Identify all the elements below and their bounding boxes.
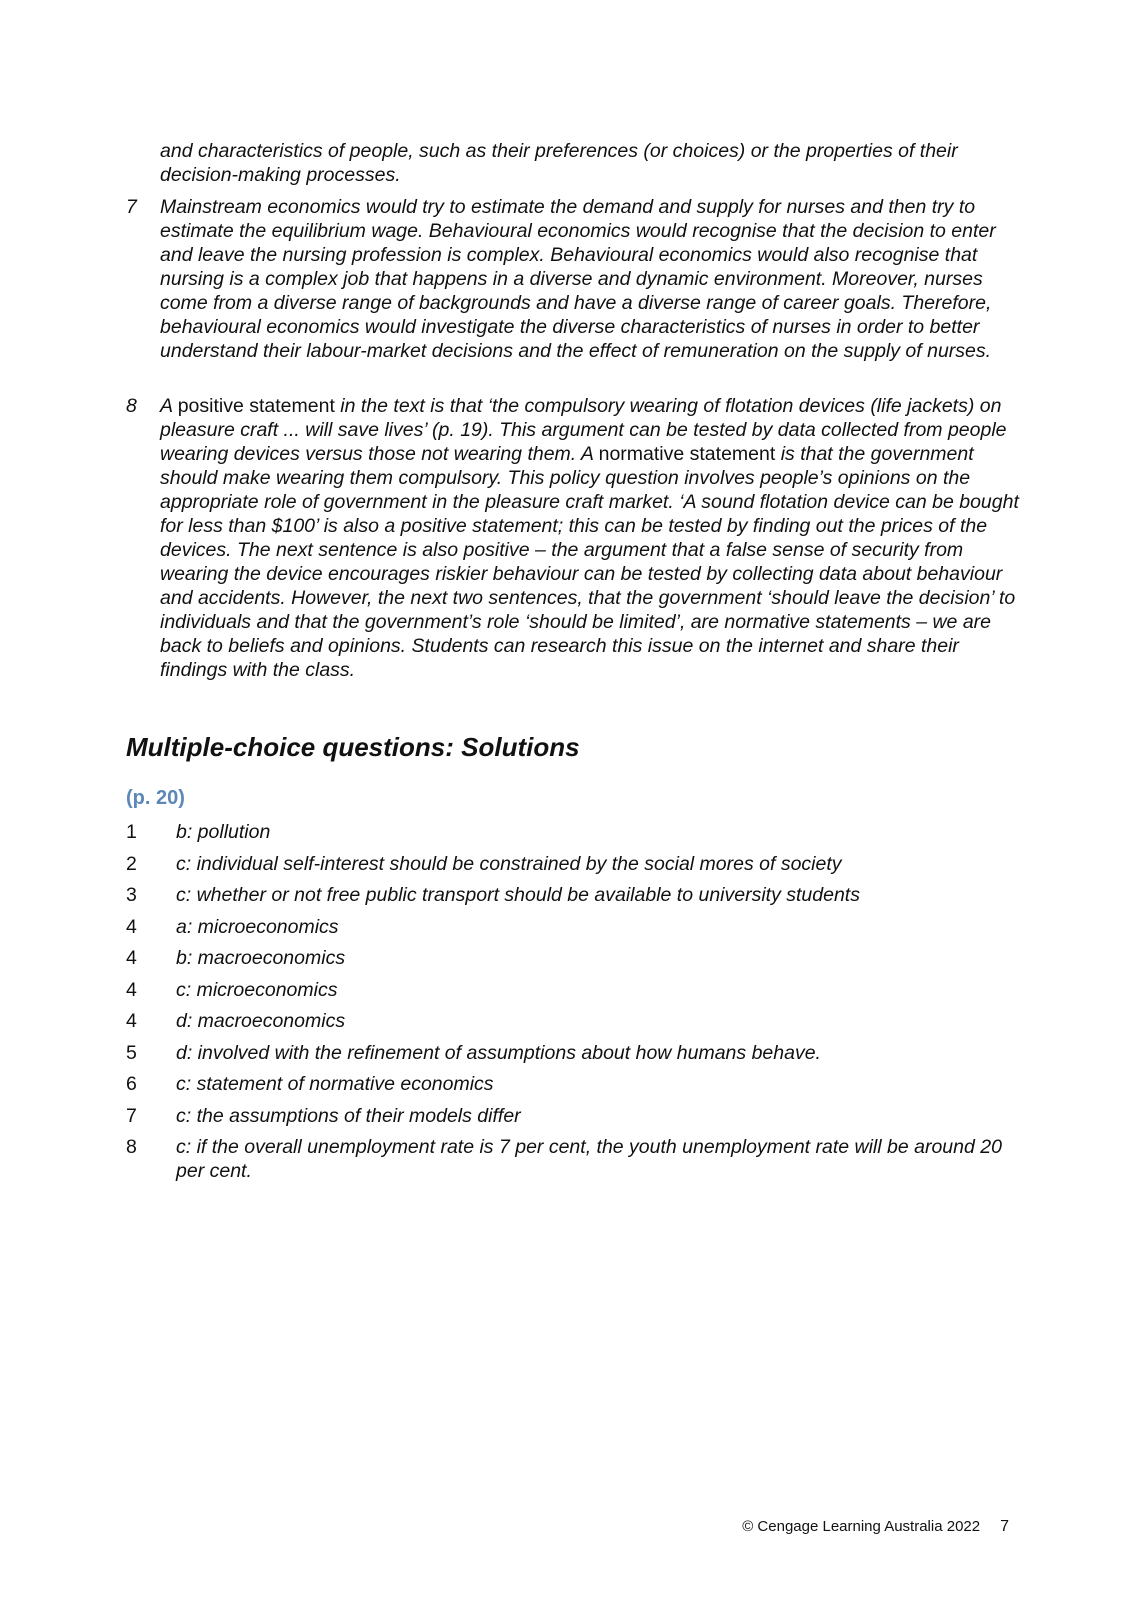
answer-text: c: the assumptions of their models differ — [176, 1104, 521, 1127]
question-number: 8 — [126, 1136, 137, 1158]
question-number: 5 — [126, 1041, 137, 1064]
answer-text: d: macroeconomics — [176, 1010, 346, 1032]
mcq-answer-row — [126, 852, 1006, 876]
question-number: 6 — [126, 1073, 137, 1095]
mcq-answer-list — [126, 820, 1006, 1191]
item-number: 7 — [126, 196, 137, 218]
answer-text: b: macroeconomics — [176, 947, 346, 969]
page-footer — [742, 1518, 1009, 1536]
answer-text: c: statement of normative economics — [176, 1073, 494, 1095]
question-number: 4 — [126, 1010, 137, 1032]
mcq-answer-row — [126, 978, 1006, 1002]
mcq-answer-row — [126, 915, 1006, 939]
item-text-part-3: is that the government should make wearing them compulsory. This policy question involves people’s opinions on the appropriate role of government in the pleasure craft market. ‘A sound flotation device can be bought for less than $100’ is also a positive statement; this can be tested by finding out the prices of the devices. The next sentence is also positive – the argument that a false sense of security from wearing the device encourages riskier behaviour can be tested by collecting data about behaviour and accidents. However, the next two sentences, that the government ‘should leave the decision’ to individuals and that the government’s role ‘should be limited’, are normative statements – we are back to beliefs and opinions. Students can research this issue on the internet and share their findings with the class. — [160, 443, 1019, 681]
answer-text: a: microeconomics — [176, 915, 339, 938]
question-number: 4 — [126, 978, 137, 1001]
page-reference: (p. 20) — [126, 787, 185, 809]
continuation-text: and characteristics of people, such as their preferences (or choices) or the properties of their decision-making processes. — [160, 140, 958, 186]
item-number: 8 — [126, 395, 137, 417]
section-heading: Multiple-choice questions: Solutions — [126, 732, 580, 762]
question-number: 3 — [126, 884, 137, 906]
answer-text: c: individual self-interest should be constrained by the social mores of society — [176, 852, 842, 875]
answer-text: c: microeconomics — [176, 978, 338, 1001]
question-number: 4 — [126, 947, 137, 969]
mcq-answer-row — [126, 1104, 1006, 1128]
page-number: 7 — [1000, 1518, 1009, 1535]
term-normative-statement: normative statement — [598, 443, 776, 465]
mcq-answer-row — [126, 1041, 1006, 1065]
mcq-answer-row — [126, 820, 1006, 844]
question-number: 4 — [126, 915, 137, 938]
mcq-answer-row — [126, 946, 1006, 970]
answer-text: d: involved with the refinement of assumptions about how humans behave. — [176, 1041, 821, 1064]
question-number: 7 — [126, 1104, 137, 1127]
answer-text: c: if the overall unemployment rate is 7 per cent, the youth unemployment rate will be around 20 per cent. — [176, 1136, 1002, 1182]
mcq-answer-row — [126, 1009, 1006, 1033]
item-text: Mainstream economics would try to estimate the demand and supply for nurses and then try to estimate the equilibrium wage. Behavioural economics would recognise that the decision to enter and leave the nursing profession is complex. Behavioural economics would also recognise that nursing is a complex job that happens in a diverse and dynamic environment. Moreover, nurses come from a diverse range of backgrounds and have a diverse range of career goals. Therefore, behavioural economics would investigate the diverse characteristics of nurses in order to better understand their labour-market decisions and the effect of remuneration on the supply of nurses. — [160, 196, 996, 362]
mcq-answer-row — [126, 1135, 1006, 1183]
mcq-answer-row — [126, 883, 1006, 907]
item-text-part-2: in the text is that ‘the compulsory wearing of flotation devices (life jackets) on pleasure craft ... will save lives’ (p. 19). This argument can be tested by data collected from people wearing devices versus those not wearing them. A — [160, 395, 1007, 465]
item-text-part-1: A — [160, 395, 178, 417]
copyright-text: © Cengage Learning Australia 2022 — [742, 1518, 981, 1535]
term-positive-statement: positive statement — [177, 395, 335, 417]
answer-item-7 — [126, 195, 1020, 363]
answer-text: c: whether or not free public transport should be available to university students — [176, 884, 860, 906]
mcq-answer-row — [126, 1072, 1006, 1096]
question-number: 2 — [126, 852, 137, 875]
answer-item-8 — [126, 394, 1020, 682]
continuation-paragraph — [160, 139, 1020, 187]
question-number: 1 — [126, 821, 137, 843]
answer-text: b: pollution — [176, 821, 271, 843]
